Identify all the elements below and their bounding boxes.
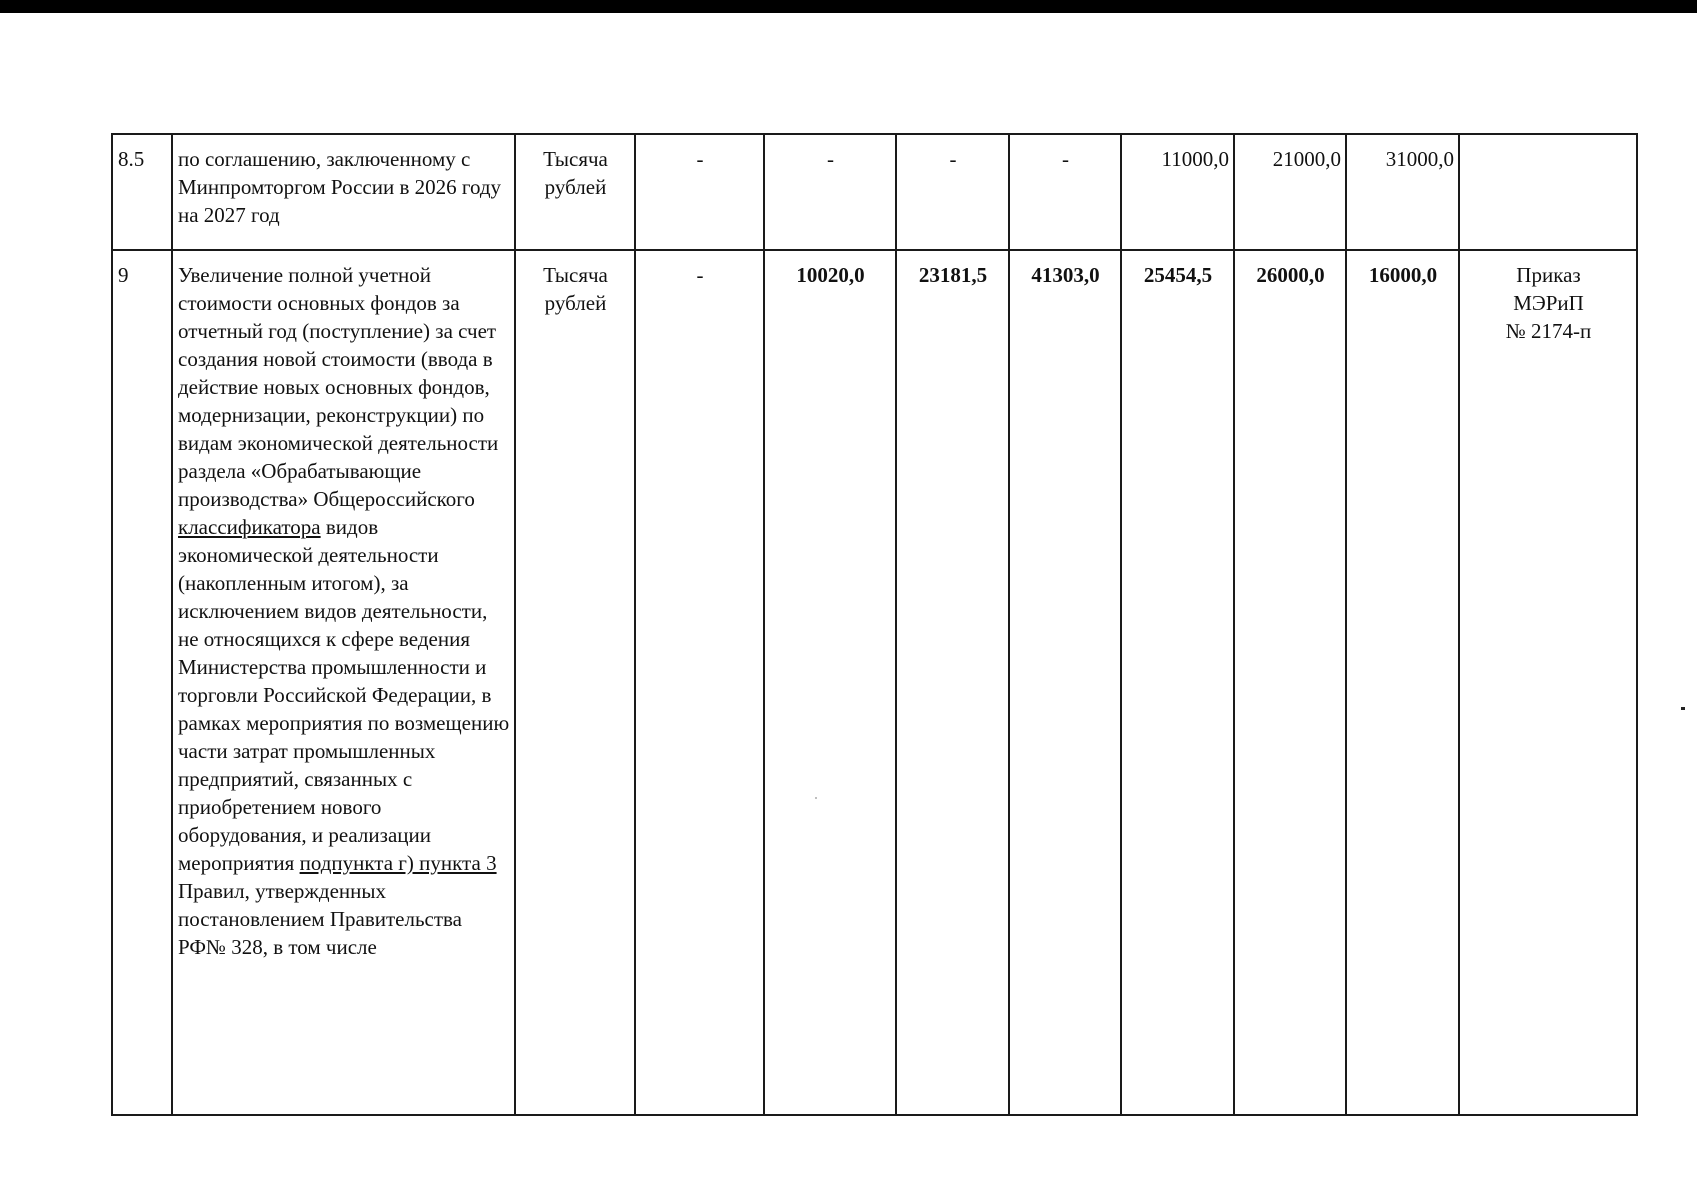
value-cell: - xyxy=(635,134,764,250)
row-number: 9 xyxy=(112,250,172,1115)
value-cell: 31000,0 xyxy=(1346,134,1459,250)
value-cell: 26000,0 xyxy=(1234,250,1346,1115)
unit-cell: Тысяча рублей xyxy=(515,134,635,250)
value-cell: 23181,5 xyxy=(896,250,1009,1115)
rule-clause-link[interactable]: подпункта г) пункта 3 xyxy=(299,851,497,875)
indicator-text: Увеличение полной учетной стоимости основных фондов за отчетный год (поступление) за счет создания новой стоимости (ввода в действие новых основных фондов, модернизации, реконструкции) по видам экономической деятельности раздела «Обрабатывающие производства» Общероссийского xyxy=(178,263,499,511)
value-cell: - xyxy=(635,250,764,1115)
source-cell xyxy=(1459,134,1637,250)
source-line: № 2174-п xyxy=(1505,319,1592,343)
table-row xyxy=(112,134,1637,250)
value-cell: - xyxy=(896,134,1009,250)
scan-speck xyxy=(1681,707,1685,710)
value-cell: 11000,0 xyxy=(1121,134,1234,250)
value-cell: 21000,0 xyxy=(1234,134,1346,250)
classifier-link[interactable]: классификатора xyxy=(178,515,321,539)
table-row xyxy=(112,250,1637,1115)
value-cell: 16000,0 xyxy=(1346,250,1459,1115)
indicator-name: по соглашению, заключенному с Минпромторгом России в 2026 году на 2027 год xyxy=(172,134,515,250)
source-line: Приказ xyxy=(1516,263,1581,287)
value-cell: - xyxy=(1009,134,1121,250)
indicator-text: видов экономической деятельности (накопленным итогом), за исключением видов деятельности, не относящихся к сфере ведения Министерства промышленности и торговли Российской Федерации, в рамках мероприятия по возмещению части затрат промышленных предприятий, связанных с приобретением нового оборудования, и реализации мероприятия xyxy=(178,515,510,875)
indicator-name xyxy=(172,250,515,1115)
scan-top-border xyxy=(0,0,1697,13)
source-line: МЭРиП xyxy=(1513,291,1584,315)
value-cell: 10020,0 xyxy=(764,250,896,1115)
value-cell: 25454,5 xyxy=(1121,250,1234,1115)
unit-cell: Тысяча рублей xyxy=(515,250,635,1115)
indicator-text: Правил, утвержденных постановлением Правительства РФ№ 328, в том числе xyxy=(178,879,463,959)
indicators-table xyxy=(111,133,1638,1116)
value-cell: 41303,0 xyxy=(1009,250,1121,1115)
row-number: 8.5 xyxy=(112,134,172,250)
value-cell: - xyxy=(764,134,896,250)
source-cell xyxy=(1459,250,1637,1115)
